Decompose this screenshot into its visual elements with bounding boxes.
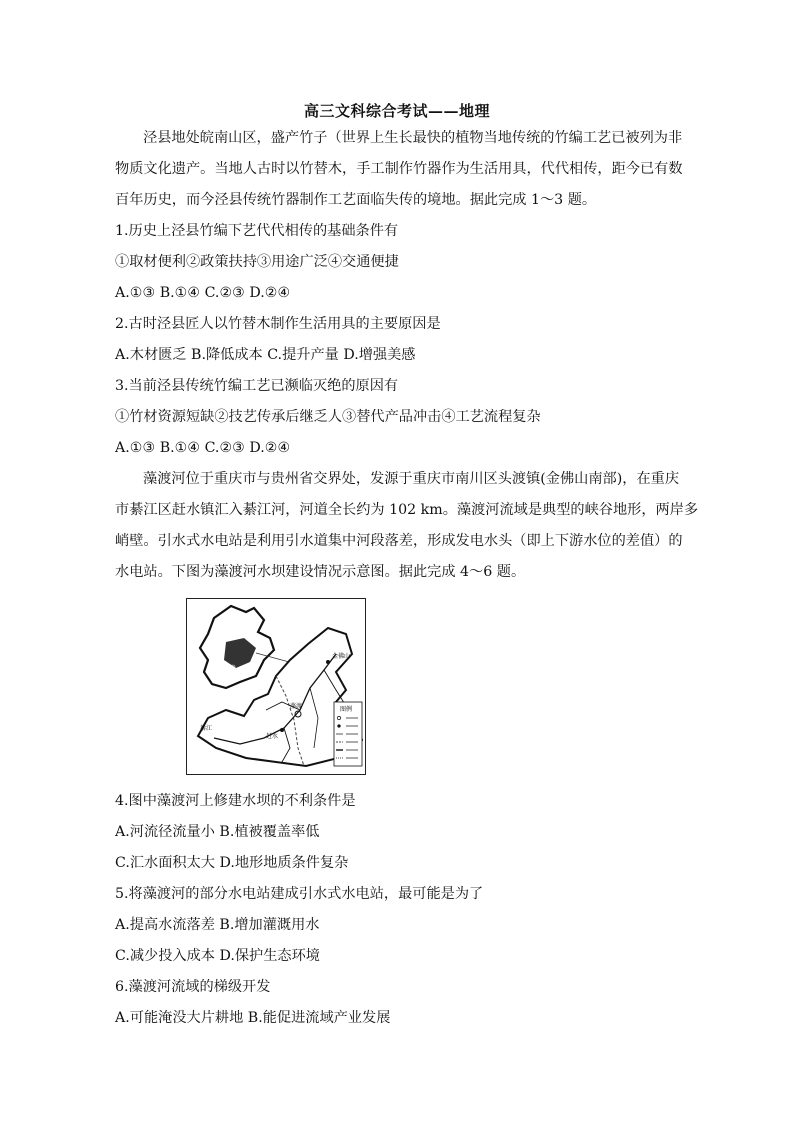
q6-stem: 6.藻渡河流域的梯级开发 [115,979,271,995]
passage2-line-1: 藻渡河位于重庆市与贵州省交界处，发源于重庆市南川区头渡镇(金佛山南部)，在重庆 [143,471,680,487]
label-gui: 贵 [230,665,237,672]
q1-stem: 1.历史上泾县竹编下艺代代相传的基础条件有 [115,223,399,239]
passage1-line-1: 泾县地处皖南山区，盛产竹子（世界上生长最快的植物当地传统的竹编工艺已被列为非 [143,130,683,146]
q1-items: ①取材便利②政策扶持③用途广泛④交通便捷 [115,254,399,270]
q2-stem: 2.古时泾县匠人以竹替木制作生活用具的主要原因是 [115,316,441,332]
q5-stem: 5.将藻渡河的部分水电站建成引水式水电站，最可能是为了 [115,886,484,902]
q5-options-cd: C.减少投入成本 D.保护生态环境 [115,948,320,964]
q6-options-ab: A.可能淹没大片耕地 B.能促进流域产业发展 [115,1010,391,1026]
passage2-line-4: 水电站。下图为藻渡河水坝建设情况示意图。据此完成 4～6 题。 [115,564,526,580]
q4-options-cd: C.汇水面积太大 D.地形地质条件复杂 [115,855,349,871]
label-qijiang: 綦江 [200,725,213,732]
q5-options-ab: A.提高水流落差 B.增加灌溉用水 [115,917,320,933]
q3-stem: 3.当前泾县传统竹编工艺已濒临灭绝的原因有 [115,378,399,394]
label-zaodu: 藻渡 [290,703,303,710]
zaodu-river-map [186,598,366,775]
passage1-line-3: 百年历史，而今泾县传统竹器制作工艺面临失传的境地。据此完成 1～3 题。 [115,192,597,208]
passage1-line-2: 物质文化遗产。当地人古时以竹替木，手工制作竹器作为生活用具，代代相传，距今已有数 [115,161,683,177]
label-ganshui: 赶水 [266,733,279,740]
label-jinfoshan: 金佛山 [332,653,351,660]
passage2-line-3: 峭壁。引水式水电站是利用引水道集中河段落差，形成发电水头（即上下游水位的差值）的 [115,533,683,549]
q3-options: A.①③ B.①④ C.②③ D.②④ [115,440,291,456]
q1-options: A.①③ B.①④ C.②③ D.②④ [115,285,291,301]
q4-stem: 4.图中藻渡河上修建水坝的不利条件是 [115,793,356,809]
q3-items: ①竹材资源短缺②技艺传承后继乏人③替代产品冲击④工艺流程复杂 [115,409,541,425]
q2-options: A.木材匮乏 B.降低成本 C.提升产量 D.增强美感 [115,347,416,363]
q4-options-ab: A.河流径流量小 B.植被覆盖率低 [115,824,320,840]
legend-title: 图例 [340,706,353,713]
page-title: 高三文科综合考试——地理 [303,102,490,120]
passage2-line-2: 市綦江区赶水镇汇入綦江河，河道全长约为 102 km。藻渡河流域是典型的峡谷地形，两岸多 [115,502,699,518]
